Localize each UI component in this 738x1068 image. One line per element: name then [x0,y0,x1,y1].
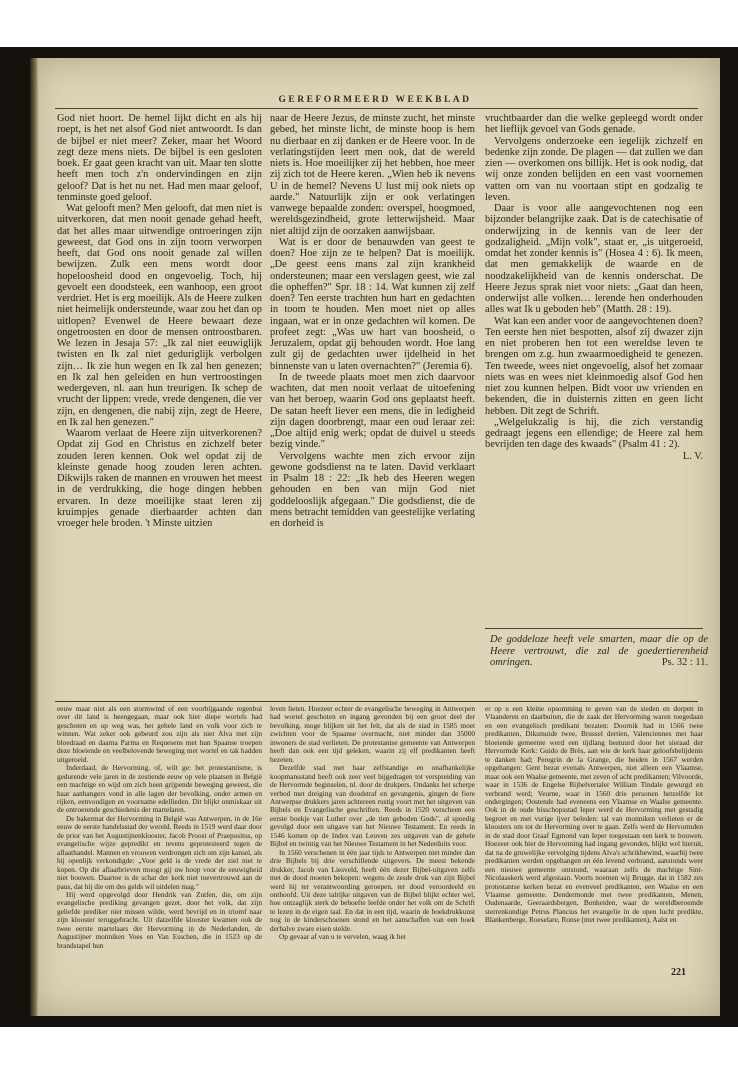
paragraph: er op u een kleine opsomming te geven van de steden en dorpen in Vlaanderen en daarbuiten, die de zaak der Hervorming waren toegedaan en een evangelisch predikant bezaten: Doornik had in 1566 twee predikanten, Diksmuide twee, Brussel dertien, Valenciennes met haar bloeiende gemeente werd een tijdlang bestuurd door het sieraad der Hervormde Kerk: Guido de Brès, aan wie de kerk haar geloofsbelijdenis te danken had; Peregrin de la Grange, die beiden in 1567 werden opgehangen: Gent bezat evenals Antwerpen, niet alleen een Vlaamse, maar ook een Waalse gemeente, met zeven of acht predikanten; Vilvoorde, waar in 1536 de Engelse Bijbelvertaler William Tindale gewurgd en verbrand werd; Veurne, waar in 1560 drie personen hetzelfde lot ondergingen; Oostende had eveneens een Vlaamse en Waalse gemeente. Ook in de oude bisschopsstad Ieper werd de Hervorming met gestadig begroet en met vurige ijver beleden: tal van monniken verlieten er de kloosters om tot de Hervorming over te gaan. Zelfs werd de Hervormden in de stad door Graaf Egmond van Ieper toegestaan een kerk te bouwen. Hoezeer ook hier de Hervorming had ingang gevonden, blijkt wel hieruit, dat na de gruwelijke vervolging tijdens Alva's schrikbewind, waarbij twee predikanten werden opgehangen en één levend verbrand, aanstonds weer een nieuwe gemeente ontstond, waaraan zelfs de machtige Sint-Nicolaaskerk werd afgestaan. Voorts noemen wij Brugge, dat in 1582 zes protestantse kerken bezat en evenveel predikanten, een Waalse en een Vlaamse gemeente. Dendermonde met twee predikanten, Menen, Oudenaarde, Geeraardsbergen, Bonheiden, waar de wereldberoemde sterrenkundige Petrus Plancius het evangelie in de open lucht predikte, Blankenberge, Roeselare, Ronse (met twee predikanten), Aalst en [485,704,703,925]
continuation-column-1 [57,705,262,950]
quote-reference: Ps. 32 : 11. [661,657,708,669]
article-column-1 [57,113,262,529]
paragraph: vruchtbaarder dan die welke gepleegd wordt onder het lieflijk gevoel van Gods genade. [485,113,703,136]
paragraph: In 1560 verschenen in één jaar tijds te Antwerpen niet minder dan drie Bijbels bij drie verschillende uitgevers. De meest bekende drukker, Jacob van Liesveld, heeft één dezer Bijbel-uitgaven zelfs met de dood moeten bekopen: wegens de zesde druk van zijn Bijbel werd hij ter verantwoording geroepen, ter dood veroordeeld en onthoofd. Uit deze talrijke uitgaven van de Bijbel blijkt echter wel, hoe ontzaglijk sterk de behoefte leefde onder het volk om de Schrift te lezen in de eigen taal. En dat in een tijd, waarin de boekdrukkunst nog in de kinderschoenen stond en het aanschaffen van een boek derhalve zware eisen stelde. [270,847,475,933]
author-signature: L. V. [682,450,703,462]
paragraph: Vervolgens wachte men zich ervoor zijn gewone godsdienst na te laten. David verklaart in Psalm 18 : 22: „Ik heb des Heeren wegen gehouden en ben van mijn God niet goddelooslijk afgegaan." Die godsdienst, die de mens betracht temidden van geestelijke verlating en dorheid is [270,450,475,529]
quote-rule-top [485,628,703,629]
paragraph: naar de Heere Jezus, de minste zucht, het minste gebed, het minste licht, de minste hoop is hem nu dierbaar en zij danken er de Heere voor. In de verlatingstijden leert men ook, dat de wereld niets is. Hoe moeilijker zij het hebben, hoe meer zij zich tot de Heere keren. „Wien heb ik nevens U in de hemel? Nevens U lust mij ook niets op aarde." Natuurlijk zijn er ook verlatingen vanwege bepaalde zonden: overspel, hoogmoed, wereldsgezindheid, grote letterwijsheid. Maar niet altijd zijn de oorzaken aanwijsbaar. [270,113,475,237]
paragraph: leven lieten. Hoezeer echter de evangelische beweging in Antwerpen had wortel geschoten en ingang gevonden bij een groot deel der bevolking, moge blijken uit het feit, dat als de stad in 1585 moet zwichten voor de Spaanse overmacht, niet minder dan 35000 inwoners de stad verlieten. De protestantse gemeente van Antwerpen heeft dan ook een tijd geleken, waarin zij elf predikanten heeft bezeten. [270,704,475,764]
footnote-rule [55,701,698,702]
paragraph: eeuw maar niet als een stormwind of een voorbijgaande regenbui over dit land is heengegaan, maar ook hier diepe wortels had geschoten en op weg was, het gehele land en volk voor zich te winnen. Wat zeker ook gebeurd zou zijn als niet Alva met zijn bloedraad en daarna Parma en Requesens met hun Spaanse troepen deze bloeiende en veelbelovende beweging met wortel en tak hadden uitgeroeid. [57,704,262,764]
paragraph: God niet hoort. De hemel lijkt dicht en als hij roept, is het net alsof God niet antwoordt. Is dan de bijbel er niet meer? Zeker, maar het Woord zegt deze mens niets. De bijbel is een gesloten boek. Er gaat geen kracht van uit. Maar ten slotte heeft men toch z'n ondervindingen en zijn geloof? Dat is het nu net. Had men maar geloof, tenminste goed geloof. [57,113,262,203]
paragraph: In de tweede plaats moet men zich daarvoor wachten, dat men nooit verlaat de uitoefening van het beroep, waarin God ons geplaatst heeft. De satan heeft liever een mens, die in ledigheid zijn dagen doorbrengt, maar een oud leraar zei: „Doe altijd enig werk; opdat de duivel u steeds bezig vinde." [270,371,475,451]
running-header: GEREFORMEERD WEEKBLAD [278,95,472,105]
header-rule [55,108,698,109]
paragraph: „Welgelukzalig is hij, die zich verstandig gedraagt jegens een ellendige; de Heere zal hem bevrijden ten dage des kwaads" (Psalm 41 : 2). [485,416,703,451]
page-number: 221 [671,967,686,978]
paragraph: Daar is voor alle aangevochtenen nog een bijzonder belangrijke zaak. Dat is de catechisatie of onderwijzing in de kennis van de leer der godzaligheid. „Mijn volk", staat er, „is uitgeroeid, omdat het zonder kennis is" (Hosea 4 : 6). Ik meen, dat men gemakkelijk de waarde en de noodzakelijkheid van de kennis onderschat. De Heere Jezus sprak niet voor niets: „Gaat dan heen, onderwijst alle volken… lerende hen onderhouden alles wat Ik u geboden heb" (Matth. 28 : 19). [485,203,703,316]
paragraph: Wat kan een ander voor de aangevochtenen doen? Ten eerste hen niet bespotten, alsof zij dwazer zijn en niet proberen hen tot een wereldse leven te brengen om z.g. hun zwaarmoedigheid te genezen. Ten tweede, wees niet ongevoelig, alsof het zomaar niets was en wees niet kleinmoedig alsof God hen niet zou kunnen helpen. Bidt voor uw vrienden en bekenden, die in duisternis zitten en geen licht hebben. Dit zegt de Schrift. [485,315,703,417]
paragraph: De bakermat der Hervorming in België was Antwerpen, in de 16e eeuw de eerste handelsstad der wereld. Reeds in 1519 werd daar door de prior van het Augustijnenklooster, Jacob Proost of Praepositus, op evangelische wijze gepredikt en tevens geprotesteerd tegen de aflaathandel. Mannen en vrouwen verdrongen zich om zijn kansel, als hij openlijk verkondigde: „Voor geld is de vrede der ziel niet te kopen. Op die aflaatbrieven moogt gij uw hoop voor de eeuwigheid niet bouwen. Daartoe is de schat der kerk niet toevertrouwd aan de paus, dat hij die om des gelds wil uitdelen mag." [57,813,262,891]
page-spine-shadow [30,58,39,1016]
paragraph: Wat gelooft men? Men gelooft, dat men niet is uitverkoren, dat men nooit genade gehad heeft, dat het alles maar uitwendige ontroeringen zijn geweest, dat God ons in zijn toorn verworpen heeft, dat God ons nooit genade zal willen bewijzen. Zulk een mens wordt door hopeloosheid dood en ongevoelig. Toch, hij gevoelt een doodsteek, een wanhoop, een groot verdriet. Het is erg moeilijk. Als de Heere zulken niet heimelijk ondersteunde, waar zou het dan op uitlopen? Evenwel de Heere bewaart deze ongetroosten en door de mensen ontroostbaren. We lezen in Jesaja 57: „Ik zal niet eeuwiglijk twisten en Ik zal niet geduriglijk verbolgen zijn… Ik zie hun wegen en Ik zal hen genezen; en Ik zal hen geleiden en hun vertroostingen wedergeven, nl. aan hun treurigen. Ik schep de vrucht der lippen: vrede, vrede dengenen, die ver zijn, en dengenen, die nabij zijn, zegt de Heere, en Ik zal hen genezen." [57,203,262,428]
paragraph: Inderdaad, de Hervorming, of, wilt ge: het protestantisme, is gedurende vele jaren in de zestiende eeuw op vele plaatsen in België een machtige en wijd om zich heen grijpende beweging geweest, die haar aanhangers vond in alle lagen der bevolking, onder armen en rijken, eenvoudigen en voorname edellieden. Dit blijkt onmiskaar uit de ontroerende geschiedenis der martelaren. [57,763,262,815]
paragraph: Hij werd opgevolgd door Hendrik van Zutfen, die, om zijn evangelische prediking gevangen gezet, door het volk, dat zijn geliefde prediker niet missen wilde, werd bevrijd en in triomf naar zijn klooster teruggebracht. Uit datzelfde klooster kwamen ook de twee eerste martelaars der Hervorming in de Nederlanden, de Augustijner monniken Voes en Van Esschen, die in 1523 op de brandstapel hun [57,889,262,950]
paragraph: Dezelfde stad met haar zelfstandige en onafhankelijke koopmansstand heeft ook zeer veel bijgedragen tot verspreiding van de Hervormde beginselen, nl. door de drukpers. Ondanks het scherpe verbod met dreiging van doodstraf en gevangenis, gingen de fiere Antwerpse drukkers jaren achtereen rustig voort met het uitgeven van Bijbels en Evangelische geschriften. Reeds in 1520 verscheen een eerste boekje van Luther over „de tien geboden Gods", al spoedig gevolgd door een uitgave van het Nieuwe Testament. En reeds in 1546 komen op de Index van Leuven zes uitgaven van de gehele Bijbel en twintig van het Nieuwe Testament in het Nederduits voor. [270,763,475,849]
continuation-column-2 [270,705,475,942]
paragraph: Vervolgens onderzoeke een iegelijk zichzelf en bedenke zijn zonde. De plagen — dat zullen we dan zien — overkomen ons billijk. Het is ook nodig, dat wij onze zonden belijden en een vast voornemen vatten om van nu voortaan stipt en godzalig te leven. [485,135,703,203]
page [30,58,720,1016]
continuation-column-3 [485,705,703,925]
paragraph: Op gevaar af van u te vervelen, waag ik het [279,932,406,942]
quote-text: De goddeloze heeft vele smarten, maar die op de Heere vertrouwt, die zal de goedertierenheid omringen. [490,634,708,669]
article-column-2 [270,113,475,529]
paragraph: Waarom verlaat de Heere zijn uitverkorenen? Opdat zij God en Christus en zichzelf beter zouden leren kennen. Ook wel opdat zij de kleinste genade hoog zouden leren achten. Dikwijls raken de mannen en vrouwen het meest in de verdrukking, die hoge dingen hebben ervaren. In deze moeilijke staat leren zij kruimpjes genade dierbaarder achten dan vroeger hele broden. 't Minste uitzien [57,428,262,529]
paragraph: Wat is er door de benauwden van geest te doen? Hoe zijn ze te helpen? Dat is moeilijk. „De geest eens mans zal zijn krankheid ondersteunen; maar een verslagen geest, wie zal die opheffen?" Spr. 18 : 14. Wat kunnen zij zelf doen? Ten eerste trachten hun hart en gedachten in toom te houden. Men moet niet op alles ingaan, wat er in onze gedachten wil komen. De profeet zegt: „Was uw hart van boosheid, o Jeruzalem, opdat gij behouden wordt. Hoe lang zult gij de gedachten uwer ijdelheid in het binnenste van u laten overnachten?" (Jeremia 6). [270,236,475,372]
scripture-quote [490,634,708,669]
article-column-3 [485,113,703,462]
